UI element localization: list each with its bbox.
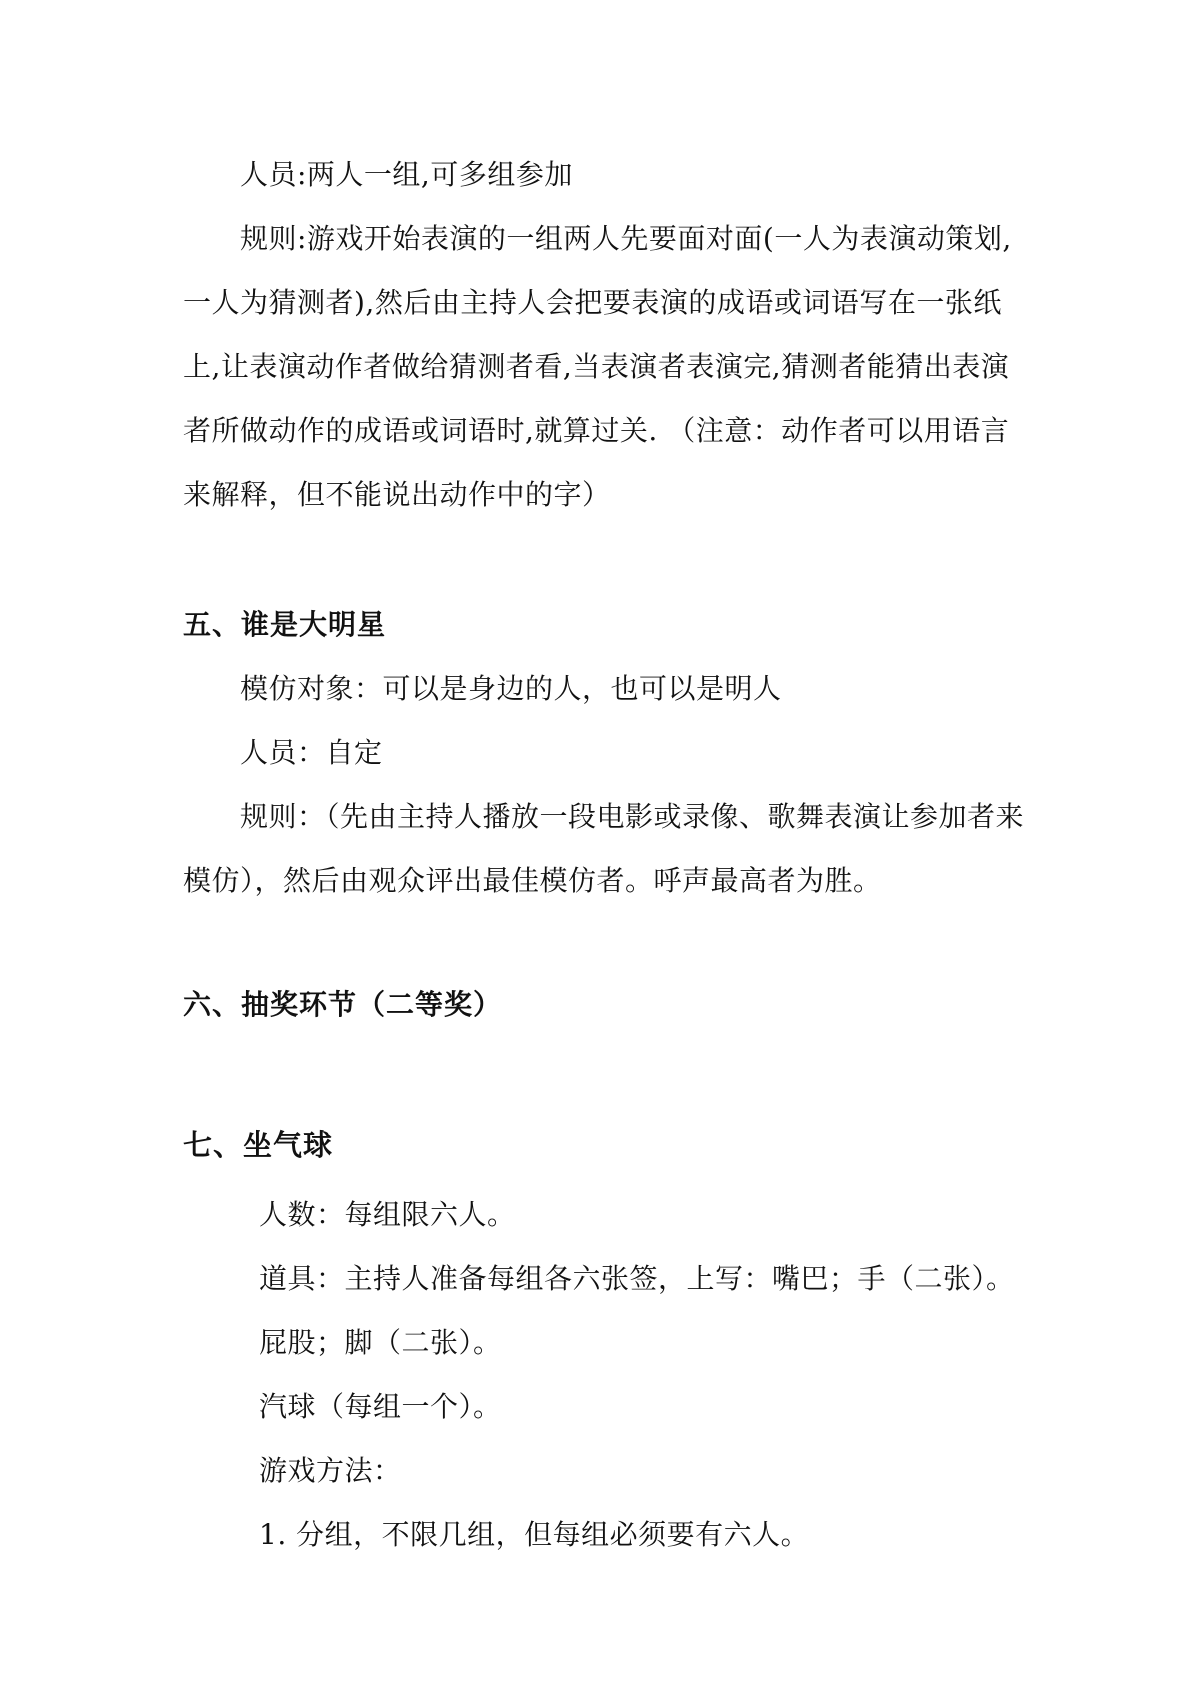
props-text-continued: 屁股；脚（二张）。 — [259, 1326, 502, 1359]
rules-line: 上,让表演动作者做给猜测者看,当表演者表演完,猜测者能猜出表演 — [183, 350, 1010, 383]
players-text: 人数：每组限六人。 — [259, 1198, 516, 1231]
balloon-text: 汽球（每组一个）。 — [259, 1390, 502, 1423]
personnel-text: 人员：自定 — [240, 736, 383, 769]
rules-line: 者所做动作的成语或词语时,就算过关. （注意：动作者可以用语言 — [183, 414, 1010, 447]
method-label: 游戏方法： — [259, 1454, 402, 1487]
section-heading-7: 七、坐气球 — [183, 1128, 334, 1162]
props-text: 道具：主持人准备每组各六张签，上写：嘴巴；手（二张）。 — [259, 1262, 1015, 1295]
rules-line: 来解释，但不能说出动作中的字） — [183, 478, 611, 511]
personnel-text: 人员:两人一组,可多组参加 — [240, 158, 573, 191]
method-step-1: 1. 分组，不限几组，但每组必须要有六人。 — [259, 1518, 810, 1551]
imitation-target-text: 模仿对象：可以是身边的人，也可以是明人 — [240, 672, 782, 705]
rules-line: 规则:游戏开始表演的一组两人先要面对面(一人为表演动策划, — [240, 222, 1012, 255]
rules-line: 规则：（先由主持人播放一段电影或录像、歌舞表演让参加者来 — [240, 800, 1025, 833]
section-heading-6: 六、抽奖环节（二等奖） — [183, 988, 503, 1021]
section-heading-5: 五、谁是大明星 — [183, 608, 387, 641]
rules-line: 一人为猜测者),然后由主持人会把要表演的成语或词语写在一张纸 — [183, 286, 1002, 319]
rules-line: 模仿），然后由观众评出最佳模仿者。呼声最高者为胜。 — [183, 864, 882, 897]
